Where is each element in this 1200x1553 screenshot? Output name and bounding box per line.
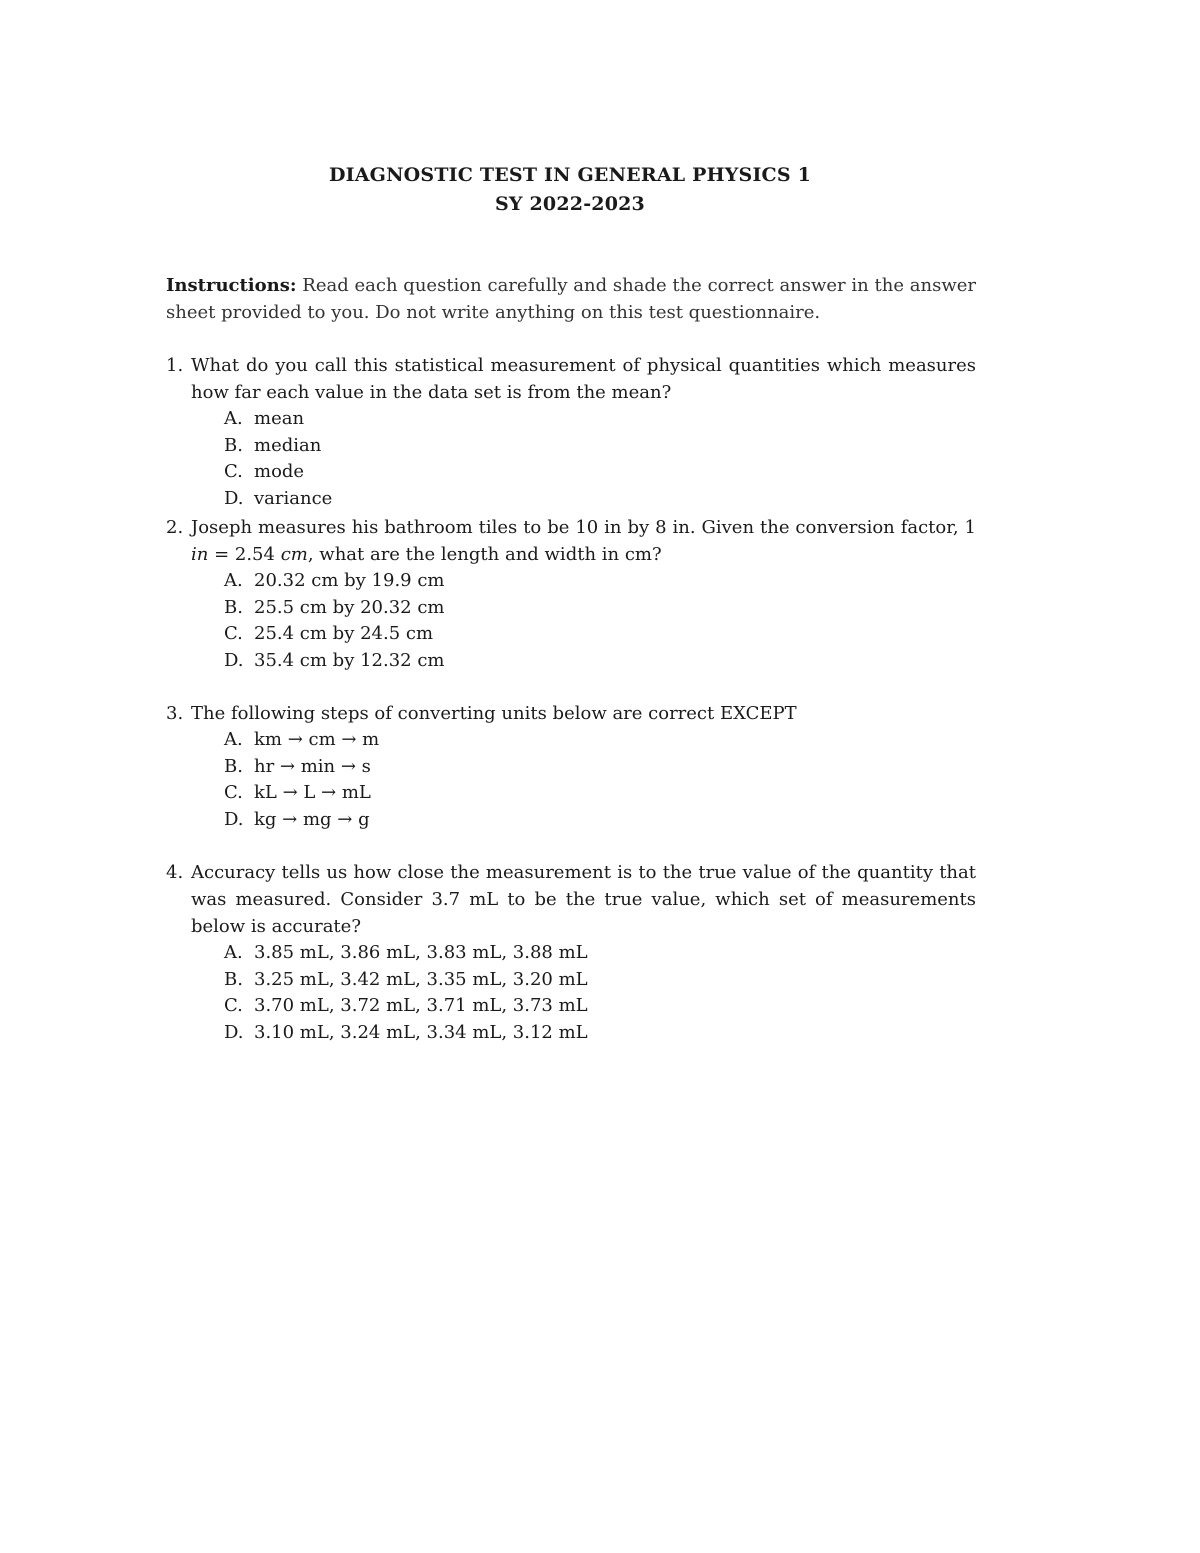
choice-letter: D. [224, 488, 244, 510]
choice-text: 35.4 cm by 12.32 cm [254, 650, 445, 672]
choice-d [224, 1020, 976, 1047]
choice-text: 3.25 mL, 3.42 mL, 3.35 mL, 3.20 mL [254, 968, 588, 990]
formula-unit-cm: cm [280, 544, 308, 565]
choice-c [224, 621, 976, 648]
choice-c [224, 780, 976, 807]
choice-b [224, 595, 976, 622]
choice-b [224, 967, 976, 994]
choice-text: variance [254, 488, 333, 510]
choice-d [224, 486, 976, 513]
choice-letter: A. [224, 729, 243, 750]
choice-letter: C. [224, 782, 243, 804]
choice-a [224, 940, 976, 967]
formula-unit-in: in [191, 544, 209, 565]
choice-b [224, 433, 976, 460]
choice-c [224, 993, 976, 1020]
choice-letter: D. [224, 809, 244, 831]
choice-a [224, 406, 976, 433]
choice-b [224, 754, 976, 781]
question-text: Accuracy tells us how close the measurement is to the true value of the quantity that was measured. Consider 3.7 mL to be the true value, which set of measurements below is accurate? [191, 862, 976, 937]
question-text-part: , what are the length and width in cm? [307, 544, 662, 565]
question-number: 3. [166, 703, 184, 724]
instructions-text: Read each question carefully and shade the correct answer in the answer sheet provided to you. Do not write anything on this test questionnaire. [166, 275, 976, 323]
choice-text: 25.5 cm by 20.32 cm [254, 596, 445, 618]
choice-letter: B. [224, 596, 243, 618]
question-number: 1. [166, 355, 184, 376]
question-3 [166, 700, 976, 834]
question-4 [166, 859, 976, 1047]
choice-a [224, 727, 976, 754]
question-text [191, 514, 976, 568]
instructions-label: Instructions: [166, 275, 297, 296]
question-2 [166, 514, 976, 675]
choice-list [166, 568, 976, 675]
choice-letter: A. [224, 570, 243, 591]
test-title: DIAGNOSTIC TEST IN GENERAL PHYSICS 1 [328, 164, 812, 186]
choice-list [166, 727, 976, 834]
choice-text: mean [254, 408, 305, 429]
instructions [166, 272, 976, 326]
choice-text: kL → L → mL [254, 782, 371, 804]
choice-letter: C. [224, 461, 243, 483]
question-1 [166, 352, 976, 513]
choice-letter: C. [224, 995, 243, 1017]
choice-letter: B. [224, 968, 243, 990]
question-number: 4. [166, 862, 184, 883]
choice-a [224, 568, 976, 595]
school-year: SY 2022-2023 [495, 193, 645, 215]
choice-text: km → cm → m [254, 729, 380, 750]
question-text-part: Joseph measures his bathroom tiles to be 10 in by 8 in. Given the conversion factor, [191, 517, 965, 538]
question-text: What do you call this statistical measurement of physical quantities which measures how far each value in the data set is from the mean? [191, 355, 976, 403]
formula-lhs: 1 [964, 517, 976, 538]
choice-text: hr → min → s [254, 755, 371, 777]
choice-text: 3.85 mL, 3.86 mL, 3.83 mL, 3.88 mL [254, 942, 588, 963]
choice-text: 3.70 mL, 3.72 mL, 3.71 mL, 3.73 mL [254, 995, 588, 1017]
choice-letter: D. [224, 650, 244, 672]
choice-letter: A. [224, 408, 243, 429]
choice-text: 25.4 cm by 24.5 cm [254, 623, 434, 645]
choice-text: 3.10 mL, 3.24 mL, 3.34 mL, 3.12 mL [254, 1022, 588, 1044]
choice-text: median [254, 434, 322, 456]
question-text: The following steps of converting units below are correct EXCEPT [191, 703, 797, 724]
choice-d [224, 807, 976, 834]
formula-mid: = 2.54 [208, 544, 281, 565]
choice-text: kg → mg → g [254, 809, 370, 831]
choice-text: 20.32 cm by 19.9 cm [254, 570, 445, 591]
choice-letter: A. [224, 942, 243, 963]
choice-letter: B. [224, 434, 243, 456]
choice-list [166, 406, 976, 513]
choice-letter: B. [224, 755, 243, 777]
choice-list [166, 940, 976, 1047]
question-number: 2. [166, 517, 184, 538]
choice-d [224, 648, 976, 675]
choice-letter: D. [224, 1022, 244, 1044]
choice-text: mode [254, 461, 305, 483]
choice-letter: C. [224, 623, 243, 645]
choice-c [224, 459, 976, 486]
